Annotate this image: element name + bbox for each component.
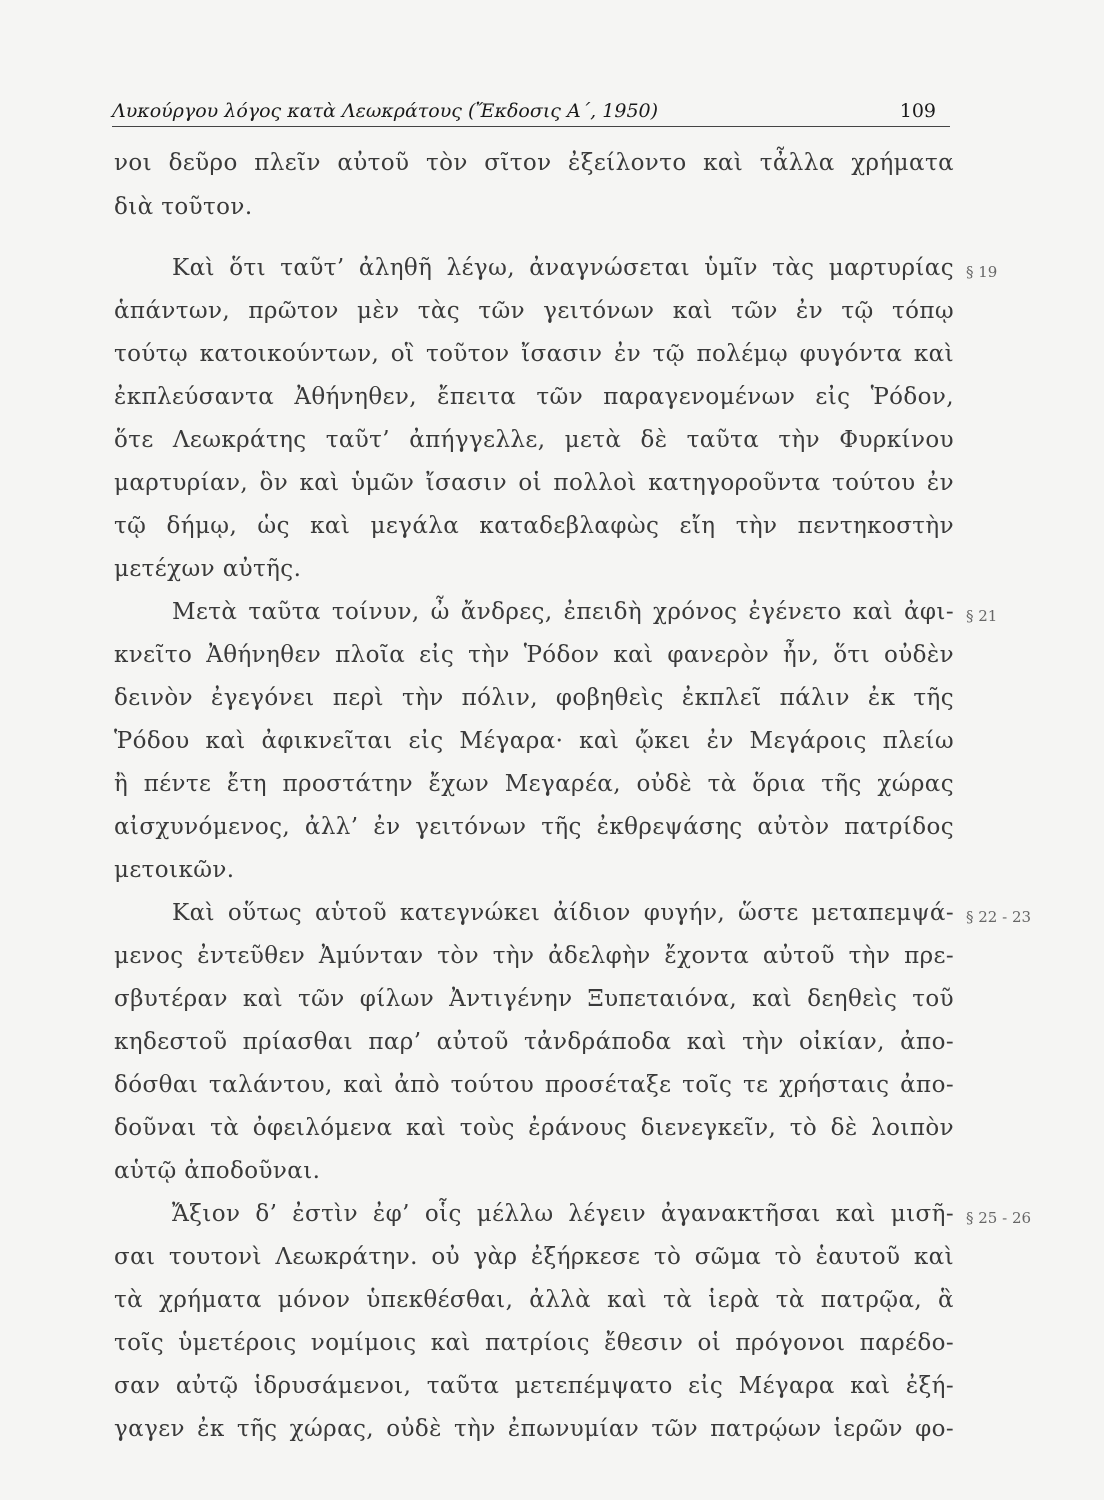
running-header (112, 96, 950, 127)
paragraph-start-line: Ἄξιον δ’ ἐστὶν ἐφ’ οἷς μέλλω λέγειν ἀγανακτῆσαι καὶ μισῆ- (172, 1201, 954, 1227)
text-line: μετοικῶν. (114, 857, 235, 883)
margin-section-ref: § 21 (966, 607, 998, 625)
text-line: ὅτε Λεωκράτης ταῦτ’ ἀπήγγελλε, μετὰ δὲ ταῦτα τὴν Φυρκίνου (114, 427, 954, 453)
margin-section-ref: § 22 - 23 (966, 908, 1032, 926)
text-line: σαν αὐτῷ ἱδρυσάμενοι, ταῦτα μετεπέμψατο εἰς Μέγαρα καὶ ἐξή- (114, 1373, 954, 1399)
text-line: νοι δεῦρο πλεῖν αὐτοῦ τὸν σῖτον ἐξείλοντο καὶ τἆλλα χρήματα (114, 150, 954, 176)
text-line: μετέχων αὐτῆς. (114, 556, 302, 582)
text-line: αἰσχυνόμενος, ἀλλ’ ἐν γειτόνων τῆς ἐκθρεψάσης αὐτὸν πατρίδος (114, 814, 954, 840)
text-line: ἐκπλεύσαντα Ἀθήνηθεν, ἔπειτα τῶν παραγενομένων εἰς Ῥόδον, (114, 384, 954, 410)
text-line: σβυτέραν καὶ τῶν φίλων Ἀντιγένην Ξυπεταιόνα, καὶ δεηθεὶς τοῦ (114, 986, 954, 1012)
text-line: τῷ δήμῳ, ὡς καὶ μεγάλα καταδεβλαφὼς εἴη τὴν πεντηκοστὴν (114, 513, 954, 539)
text-line: δεινὸν ἐγεγόνει περὶ τὴν πόλιν, φοβηθεὶς ἐκπλεῖ πάλιν ἐκ τῆς (114, 685, 954, 711)
text-line: τὰ χρήματα μόνον ὑπεκθέσθαι, ἀλλὰ καὶ τὰ ἱερὰ τὰ πατρῷα, ἃ (114, 1287, 954, 1313)
paragraph-start-line: Καὶ ὅτι ταῦτ’ ἀληθῆ λέγω, ἀναγνώσεται ὑμῖν τὰς μαρτυρίας (172, 255, 954, 281)
text-line: κνεῖτο Ἀθήνηθεν πλοῖα εἰς τὴν Ῥόδον καὶ φανερὸν ἦν, ὅτι οὐδὲν (114, 642, 954, 668)
text-line: ἢ πέντε ἔτη προστάτην ἔχων Μεγαρέα, οὐδὲ τὰ ὅρια τῆς χώρας (114, 771, 954, 797)
margin-section-ref: § 25 - 26 (966, 1209, 1032, 1227)
text-line: κηδεστοῦ πρίασθαι παρ’ αὐτοῦ τἀνδράποδα καὶ τὴν οἰκίαν, ἀπο- (114, 1029, 954, 1055)
text-line: μαρτυρίαν, ὃν καὶ ὑμῶν ἴσασιν οἱ πολλοὶ κατηγοροῦντα τούτου ἐν (114, 470, 954, 496)
text-line: αὑτῷ ἀποδοῦναι. (114, 1158, 321, 1184)
paragraph-start-line: Μετὰ ταῦτα τοίνυν, ὦ ἄνδρες, ἐπειδὴ χρόνος ἐγένετο καὶ ἀφι- (172, 599, 954, 625)
page-number: 109 (899, 100, 936, 122)
text-line: δοῦναι τὰ ὀφειλόμενα καὶ τοὺς ἐράνους διενεγκεῖν, τὸ δὲ λοιπὸν (114, 1115, 954, 1141)
text-line: μενος ἐντεῦθεν Ἀμύνταν τὸν τὴν ἀδελφὴν ἔχοντα αὐτοῦ τὴν πρε- (114, 943, 954, 969)
paragraph-start-line: Καὶ οὕτως αὑτοῦ κατεγνώκει ἀίδιον φυγήν, ὥστε μεταπεμψά- (172, 900, 954, 926)
text-line: ἁπάντων, πρῶτον μὲν τὰς τῶν γειτόνων καὶ τῶν ἐν τῷ τόπῳ (114, 298, 954, 324)
text-line: σαι τουτονὶ Λεωκράτην. οὐ γὰρ ἐξήρκεσε τὸ σῶμα τὸ ἑαυτοῦ καὶ (114, 1244, 954, 1270)
text-line: Ῥόδου καὶ ἀφικνεῖται εἰς Μέγαρα· καὶ ᾤκει ἐν Μεγάροις πλείω (114, 728, 954, 754)
header-title: Λυκούργου λόγος κατὰ Λεωκράτους (Ἔκδοσις Α΄, 1950) (112, 100, 659, 122)
text-line: τοῖς ὑμετέροις νομίμοις καὶ πατρίοις ἔθεσιν οἱ πρόγονοι παρέδο- (114, 1330, 954, 1356)
text-line: δόσθαι ταλάντου, καὶ ἀπὸ τούτου προσέταξε τοῖς τε χρήσταις ἀπο- (114, 1072, 954, 1098)
text-line: γαγεν ἐκ τῆς χώρας, οὐδὲ τὴν ἐπωνυμίαν τῶν πατρῴων ἱερῶν φο- (114, 1416, 954, 1442)
text-line: τούτῳ κατοικούντων, οἳ τοῦτον ἴσασιν ἐν τῷ πολέμῳ φυγόντα καὶ (114, 341, 954, 367)
text-line: διὰ τοῦτον. (114, 194, 253, 220)
margin-section-ref: § 19 (966, 263, 998, 281)
